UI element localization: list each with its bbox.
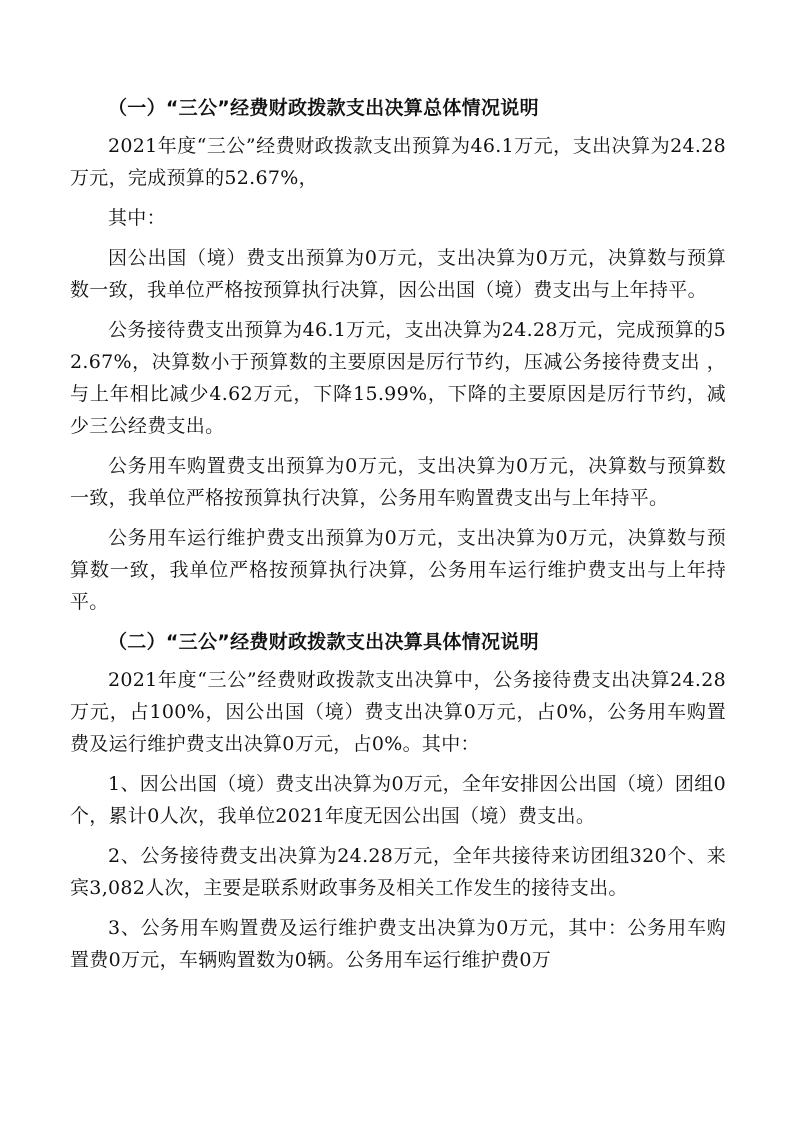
section-2-paragraph-2: 1、因公出国（境）费支出决算为0万元，全年安排因公出国（境）团组0个，累计0人次，我单位2021年度无因公出国（境）费支出。 xyxy=(70,773,726,827)
section-2-heading: （二）“三公”经费财政拨款支出决算具体情况说明 xyxy=(108,631,539,653)
section-1-paragraph-2: 其中： xyxy=(108,207,166,229)
section-1-heading: （一）“三公”经费财政拨款支出决算总体情况说明 xyxy=(108,97,539,119)
section-1-paragraph-6: 公务用车运行维护费支出预算为0万元，支出决算为0万元，决算数与预算数一致，我单位严格按预算执行决算，公务用车运行维护费支出与上年持平。 xyxy=(70,527,726,613)
section-1-paragraph-4: 公务接待费支出预算为46.1万元，支出决算为24.28万元，完成预算的52.67%，决算数小于预算数的主要原因是厉行节约，压减公务接待费支出 ，与上年相比减少4.62万元，下降15.99%，下降的主要原因是厉行节约，减少三公经费支出。 xyxy=(70,319,726,437)
document-page xyxy=(70,92,726,984)
section-2-paragraph-1: 2021年度“三公”经费财政拨款支出决算中，公务接待费支出决算24.28万元，占100%，因公出国（境）费支出决算0万元，占0%，公务用车购置费及运行维护费支出决算0万元，占0%。其中： xyxy=(70,669,726,755)
section-2-paragraph-4: 3、公务用车购置费及运行维护费支出决算为0万元，其中：公务用车购置费0万元，车辆购置数为0辆。公务用车运行维护费0万 xyxy=(70,917,726,971)
section-1-paragraph-1: 2021年度“三公”经费财政拨款支出预算为46.1万元，支出决算为24.28万元，完成预算的52.67%， xyxy=(70,135,726,189)
section-2-paragraph-3: 2、公务接待费支出决算为24.28万元，全年共接待来访团组320个、来宾3,082人次，主要是联系财政事务及相关工作发生的接待支出。 xyxy=(70,845,726,899)
section-1-paragraph-5: 公务用车购置费支出预算为0万元，支出决算为0万元，决算数与预算数一致，我单位严格按预算执行决算，公务用车购置费支出与上年持平。 xyxy=(70,455,726,509)
section-1-paragraph-3: 因公出国（境）费支出预算为0万元，支出决算为0万元，决算数与预算数一致，我单位严格按预算执行决算，因公出国（境）费支出与上年持平。 xyxy=(70,247,726,301)
